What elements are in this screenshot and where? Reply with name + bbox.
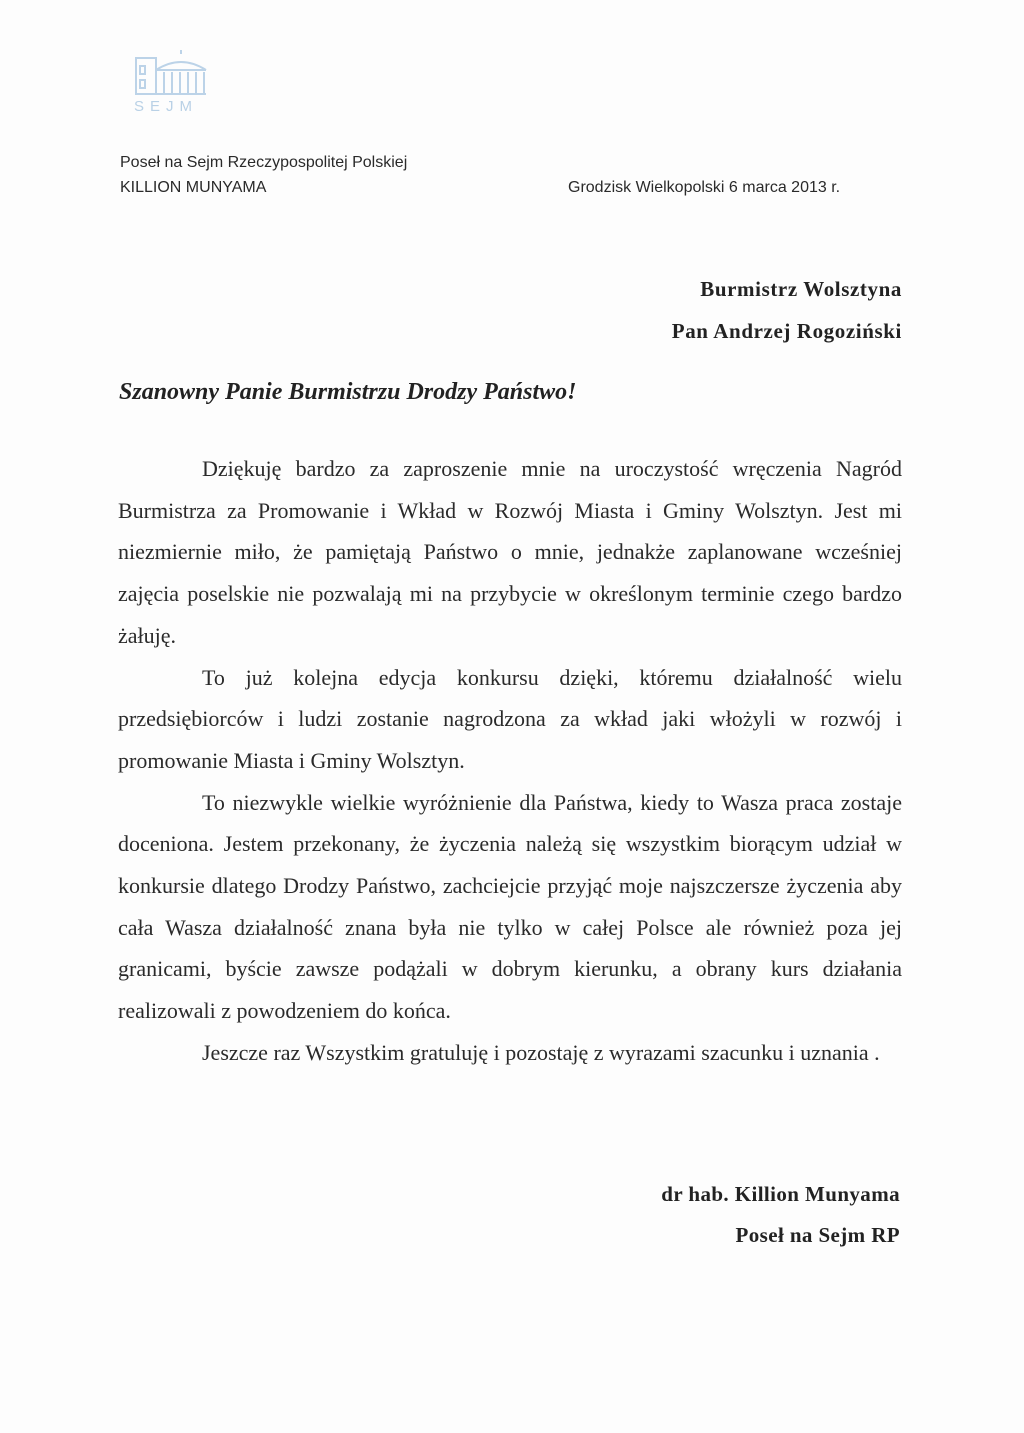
recipient-name: Pan Andrzej Rogoziński bbox=[671, 319, 902, 343]
recipient-block bbox=[672, 268, 902, 352]
salutation: Szanowny Panie Burmistrzu Drodzy Państwo! bbox=[119, 379, 577, 405]
sender-office: Poseł na Sejm Rzeczypospolitej Polskiej bbox=[120, 154, 408, 171]
body-paragraph: To niezwykle wielkie wyróżnienie dla Państwa, kiedy to Wasza praca zostaje doceniona. Jestem przekonany, że życzenia należą się wszystkim biorącym udział w konkursie dlatego Drodzy Państwo, zachciejcie przyjąć moje najszczersze życzenia aby cała Wasza działalność znana była nie tylko w całej Polsce ale również poza jej granicami, byście zawsze podążali w dobrym kierunku, a obrany kurs działania realizowali z powodzeniem do końca. bbox=[118, 789, 902, 1024]
body-paragraph: Jeszcze raz Wszystkim gratuluję i pozostaję z wyrazami szacunku i uznania . bbox=[202, 1039, 880, 1065]
sejm-building-icon bbox=[126, 48, 216, 138]
signature-name: dr hab. Killion Munyama bbox=[661, 1182, 900, 1206]
sender-block bbox=[120, 150, 407, 200]
signature-title: Poseł na Sejm RP bbox=[735, 1223, 900, 1247]
logo-wordmark: SEJM bbox=[134, 98, 199, 115]
body-paragraph: To już kolejna edycja konkursu dzięki, któremu działalność wielu przedsiębiorców i ludzi zostanie nagrodzona za wkład jaki włożyli w rozwój i promowanie Miasta i Gminy Wolsztyn. bbox=[118, 664, 902, 773]
sender-name: KILLION MUNYAMA bbox=[120, 179, 267, 196]
signature-block bbox=[661, 1174, 900, 1256]
body-paragraph: Dziękuję bardzo za zaproszenie mnie na uroczystość wręczenia Nagród Burmistrza za Promowanie i Wkład w Rozwój Miasta i Gminy Wolsztyn. Jest mi niezmiernie miło, że pamiętają Państwo o mnie, jednakże zaplanowane wcześniej zajęcia poselskie nie pozwalają mi na przybycie w określonym terminie czego bardzo żałuję. bbox=[118, 456, 902, 648]
letter-date: Grodzisk Wielkopolski 6 marca 2013 r. bbox=[568, 179, 841, 196]
letter-body bbox=[118, 448, 902, 1074]
recipient-title: Burmistrz Wolsztyna bbox=[700, 277, 902, 301]
